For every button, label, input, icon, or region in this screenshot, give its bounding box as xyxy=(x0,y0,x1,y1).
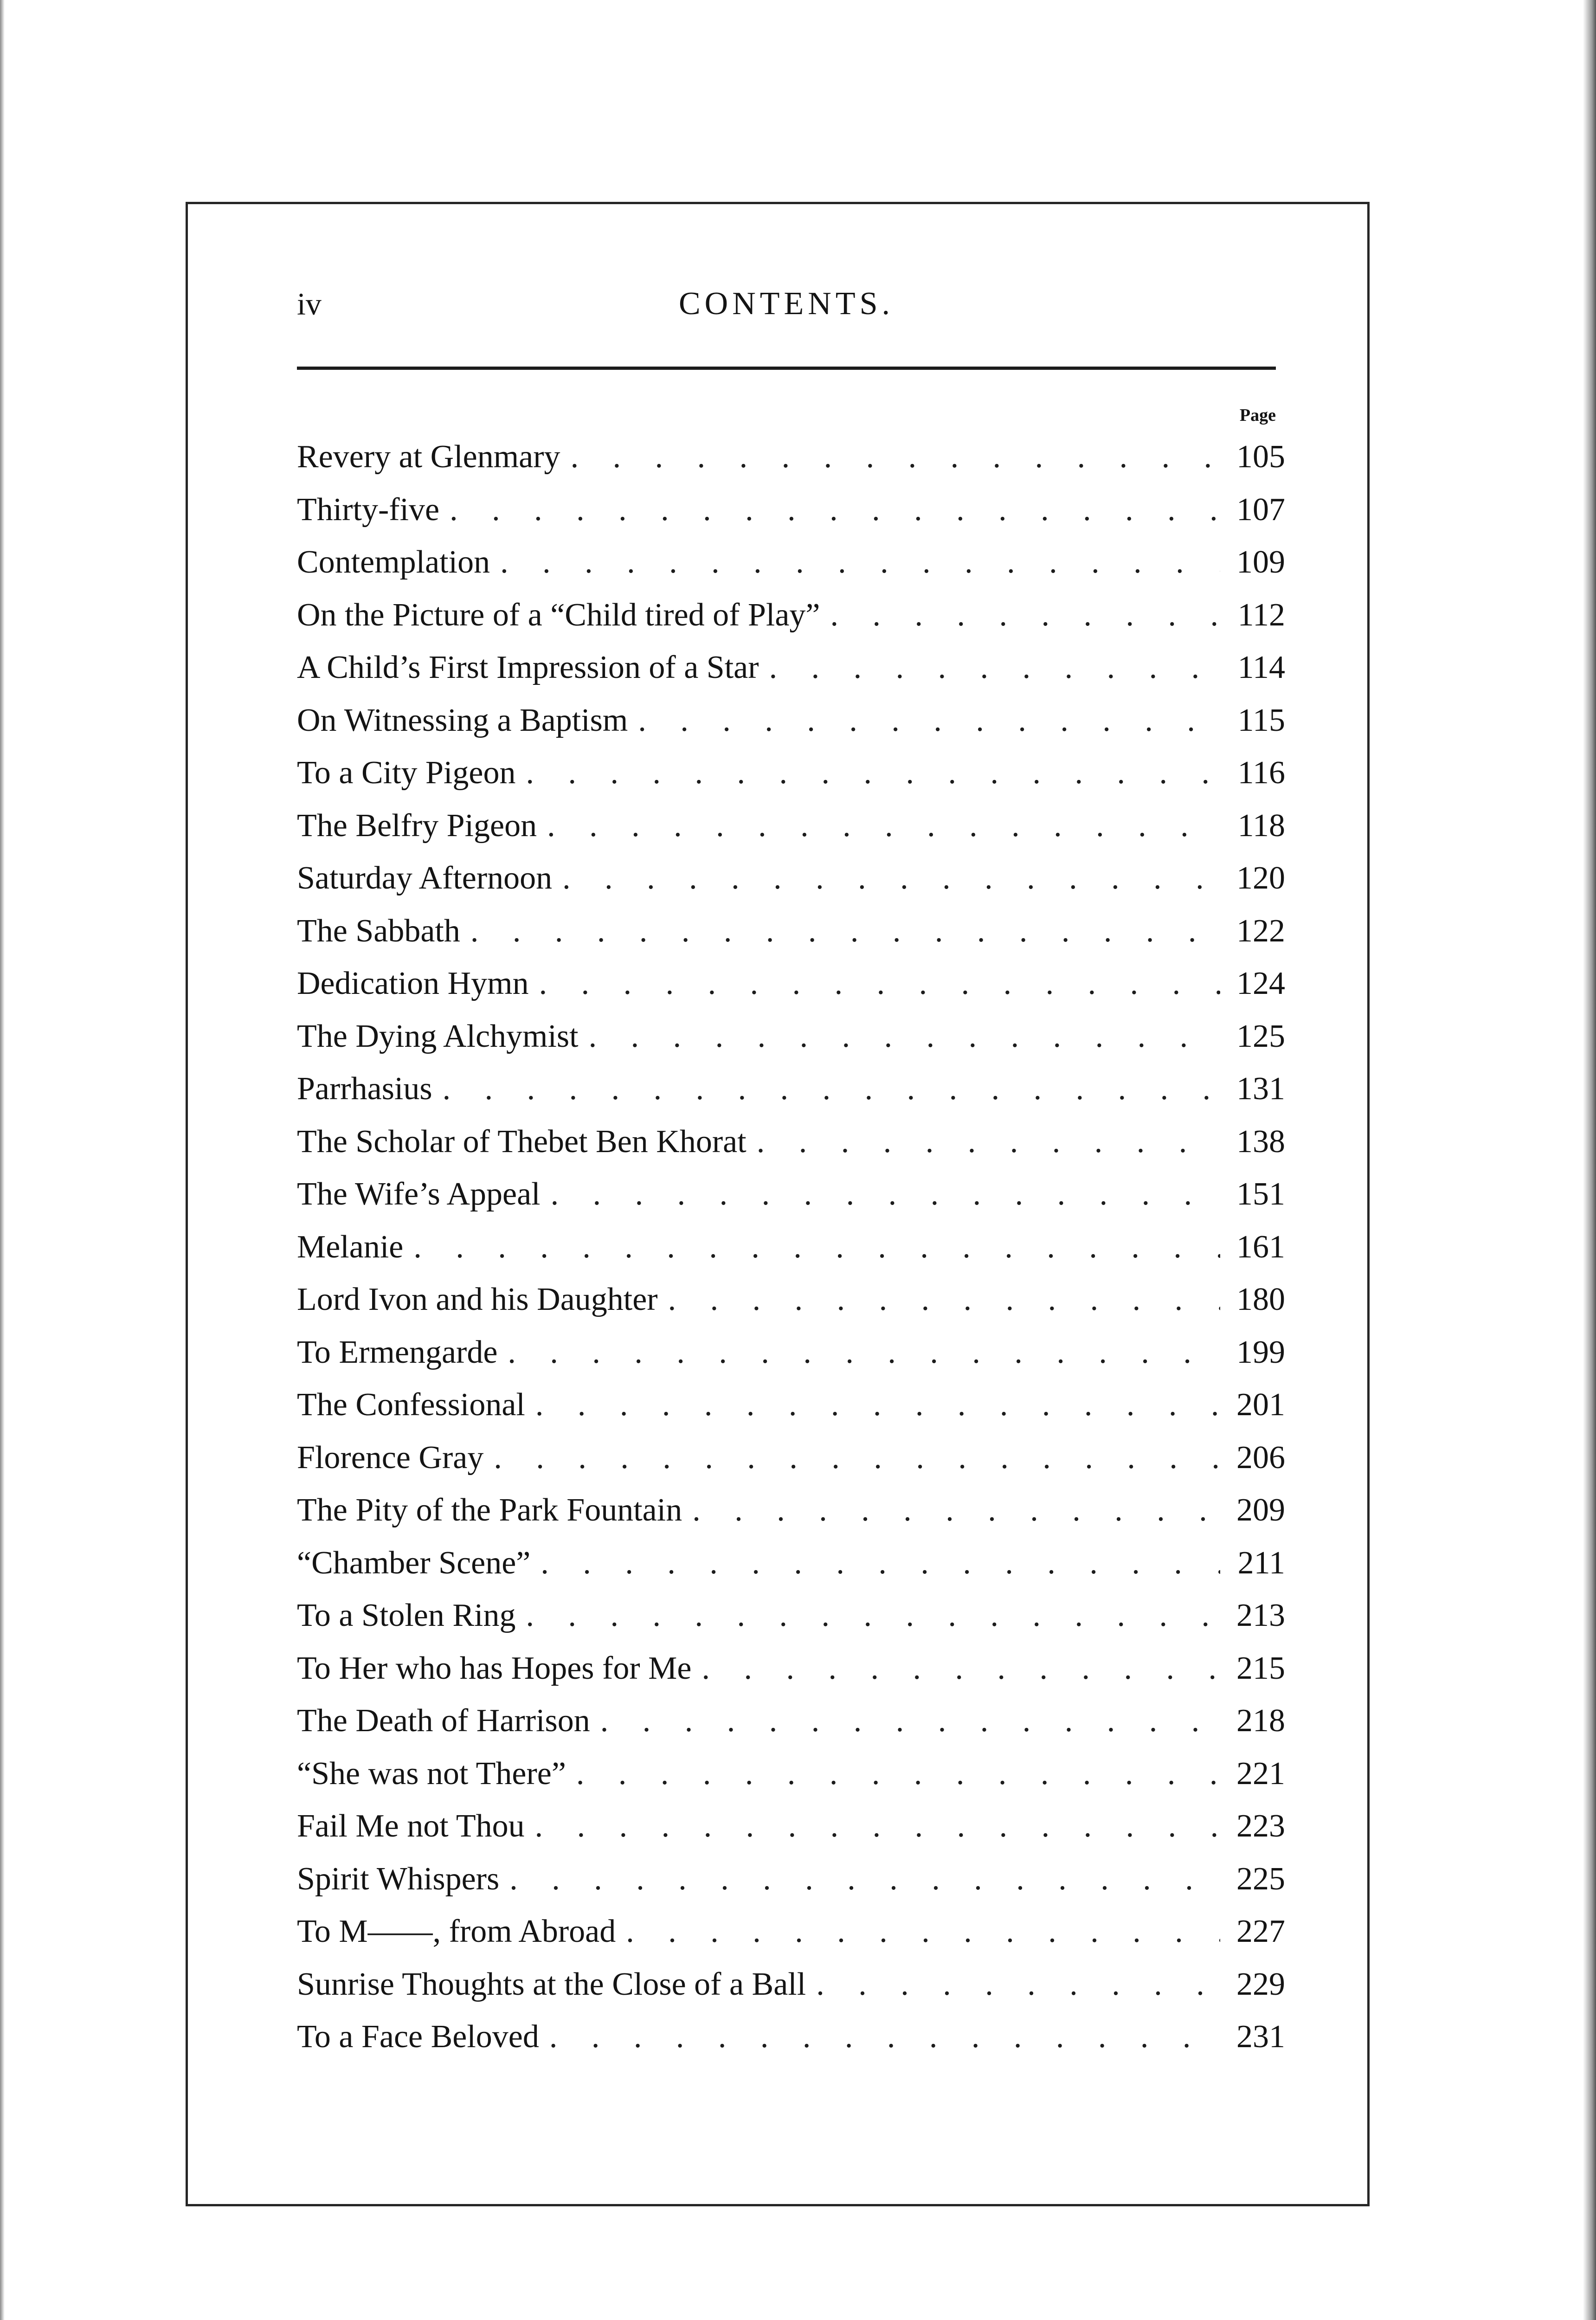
toc-entry-title: Florence Gray xyxy=(297,1439,484,1476)
toc-entry-title: On Witnessing a Baptism xyxy=(297,702,628,738)
header-rule xyxy=(297,367,1276,370)
toc-dot-leader xyxy=(529,957,1220,1010)
toc-dot-leader xyxy=(490,536,1220,589)
toc-dot-leader xyxy=(497,1326,1220,1379)
toc-entry-page-number: 120 xyxy=(1236,860,1285,896)
toc-entry-title: The Wife’s Appeal xyxy=(297,1176,541,1212)
toc-dot-leader xyxy=(460,905,1220,958)
toc-entry xyxy=(297,641,1285,694)
toc-entry xyxy=(297,905,1285,958)
toc-entry-title: Parrhasius xyxy=(297,1071,432,1107)
toc-dot-leader xyxy=(525,1800,1220,1853)
toc-entry-title: To a Stolen Ring xyxy=(297,1598,516,1633)
toc-entry-title: To Her who has Hopes for Me xyxy=(297,1650,692,1686)
toc-entry xyxy=(297,1537,1285,1590)
toc-entry xyxy=(297,1905,1285,1958)
toc-entry-page-number: 225 xyxy=(1236,1861,1285,1897)
toc-entry-page-number: 161 xyxy=(1236,1229,1285,1265)
toc-dot-leader xyxy=(658,1273,1220,1326)
toc-dot-leader xyxy=(616,1905,1220,1958)
toc-entry-page-number: 211 xyxy=(1237,1545,1285,1581)
toc-entry xyxy=(297,1063,1285,1115)
toc-dot-leader xyxy=(541,1168,1220,1221)
toc-entry-page-number: 227 xyxy=(1236,1914,1285,1949)
toc-entry-page-number: 118 xyxy=(1237,807,1285,844)
toc-dot-leader xyxy=(552,852,1220,905)
toc-entry xyxy=(297,1273,1285,1326)
toc-entry xyxy=(297,1589,1285,1642)
toc-entry-title: To a City Pigeon xyxy=(297,755,516,791)
toc-entry-page-number: 223 xyxy=(1236,1808,1285,1844)
toc-dot-leader xyxy=(439,483,1220,536)
toc-dot-leader xyxy=(759,641,1220,694)
toc-entry-title: Thirty-five xyxy=(297,491,440,528)
toc-dot-leader xyxy=(806,1958,1220,2011)
toc-entry xyxy=(297,852,1285,905)
toc-entry-page-number: 180 xyxy=(1236,1282,1285,1317)
toc-entry-page-number: 209 xyxy=(1236,1492,1285,1528)
toc-entry-title: The Death of Harrison xyxy=(297,1703,590,1739)
toc-entry-title: Dedication Hymn xyxy=(297,966,529,1001)
toc-entry-page-number: 213 xyxy=(1236,1598,1285,1633)
toc-entry xyxy=(297,799,1285,852)
toc-entry xyxy=(297,2011,1285,2063)
toc-entry-title: The Confessional xyxy=(297,1387,525,1423)
toc-entry-page-number: 125 xyxy=(1236,1018,1285,1054)
toc-entry-page-number: 112 xyxy=(1237,597,1285,633)
toc-entry-page-number: 221 xyxy=(1236,1755,1285,1792)
toc-entry xyxy=(297,1800,1285,1853)
toc-entry xyxy=(297,431,1285,483)
toc-entry xyxy=(297,1168,1285,1221)
toc-dot-leader xyxy=(628,694,1220,747)
toc-entry-title: The Sabbath xyxy=(297,913,460,949)
scan-right-edge xyxy=(1583,0,1596,2320)
toc-entry-title: The Dying Alchymist xyxy=(297,1018,579,1054)
toc-entry xyxy=(297,1642,1285,1695)
toc-entry-page-number: 218 xyxy=(1236,1703,1285,1739)
toc-entry xyxy=(297,1853,1285,1906)
toc-entry-title: Sunrise Thoughts at the Close of a Ball xyxy=(297,1966,806,2002)
toc-entry-title: Fail Me not Thou xyxy=(297,1808,525,1844)
toc-dot-leader xyxy=(530,1537,1220,1590)
toc-entry xyxy=(297,1958,1285,2011)
toc-entry-page-number: 107 xyxy=(1236,491,1285,528)
toc-entry xyxy=(297,1326,1285,1379)
toc-entry-page-number: 115 xyxy=(1237,702,1285,738)
toc-entry-title: To Ermengarde xyxy=(297,1334,498,1370)
toc-entry-page-number: 138 xyxy=(1236,1123,1285,1160)
table-of-contents xyxy=(297,431,1285,2063)
toc-entry-title: Lord Ivon and his Daughter xyxy=(297,1282,658,1317)
toc-entry-page-number: 206 xyxy=(1236,1439,1285,1476)
toc-entry xyxy=(297,589,1285,642)
toc-entry-title: “Chamber Scene” xyxy=(297,1545,531,1581)
toc-entry-title: The Scholar of Thebet Ben Khorat xyxy=(297,1123,747,1160)
toc-entry-title: “She was not There” xyxy=(297,1755,566,1792)
toc-entry xyxy=(297,1221,1285,1274)
toc-entry-title: To M——, from Abroad xyxy=(297,1914,616,1949)
toc-entry xyxy=(297,536,1285,589)
toc-dot-leader xyxy=(820,589,1221,642)
toc-entry-page-number: 215 xyxy=(1236,1650,1285,1686)
toc-entry xyxy=(297,1431,1285,1484)
toc-dot-leader xyxy=(566,1747,1220,1800)
toc-entry xyxy=(297,747,1285,799)
toc-dot-leader xyxy=(560,431,1220,483)
toc-entry-page-number: 231 xyxy=(1236,2019,1285,2055)
toc-entry xyxy=(297,694,1285,747)
toc-entry-title: Contemplation xyxy=(297,544,490,580)
toc-dot-leader xyxy=(515,1589,1220,1642)
toc-entry-title: Melanie xyxy=(297,1229,404,1265)
toc-entry xyxy=(297,1484,1285,1537)
toc-entry-page-number: 151 xyxy=(1236,1176,1285,1212)
toc-entry-page-number: 201 xyxy=(1236,1387,1285,1423)
toc-dot-leader xyxy=(515,747,1220,799)
toc-entry-page-number: 105 xyxy=(1236,439,1285,475)
toc-entry-title: The Pity of the Park Fountain xyxy=(297,1492,682,1528)
toc-dot-leader xyxy=(579,1010,1220,1063)
toc-entry-title: Revery at Glenmary xyxy=(297,439,560,475)
toc-entry xyxy=(297,1010,1285,1063)
toc-entry xyxy=(297,957,1285,1010)
toc-entry-page-number: 122 xyxy=(1236,913,1285,949)
toc-dot-leader xyxy=(691,1642,1220,1695)
toc-entry-page-number: 199 xyxy=(1236,1334,1285,1370)
toc-entry-page-number: 116 xyxy=(1237,755,1285,791)
toc-dot-leader xyxy=(590,1695,1220,1747)
toc-dot-leader xyxy=(537,799,1220,852)
toc-entry-title: A Child’s First Impression of a Star xyxy=(297,650,759,685)
toc-entry xyxy=(297,1695,1285,1747)
toc-dot-leader xyxy=(499,1853,1220,1906)
toc-entry xyxy=(297,1747,1285,1800)
toc-entry-page-number: 109 xyxy=(1236,544,1285,580)
toc-dot-leader xyxy=(539,2011,1220,2063)
running-head xyxy=(297,274,1276,334)
toc-entry-title: To a Face Beloved xyxy=(297,2019,539,2055)
toc-entry xyxy=(297,1379,1285,1431)
page-folio: iv xyxy=(297,286,322,322)
toc-entry-page-number: 114 xyxy=(1237,650,1285,685)
toc-entry-title: On the Picture of a “Child tired of Play” xyxy=(297,597,820,633)
toc-entry-page-number: 124 xyxy=(1236,966,1285,1001)
toc-dot-leader xyxy=(403,1221,1220,1274)
toc-dot-leader xyxy=(682,1484,1220,1537)
toc-entry-page-number: 131 xyxy=(1236,1071,1285,1107)
toc-entry-title: The Belfry Pigeon xyxy=(297,807,537,844)
toc-entry-page-number: 229 xyxy=(1236,1966,1285,2002)
toc-entry xyxy=(297,483,1285,536)
scan-left-edge xyxy=(0,0,5,2320)
toc-entry-title: Saturday Afternoon xyxy=(297,860,553,896)
page-column-label: Page xyxy=(1239,406,1276,425)
toc-dot-leader xyxy=(432,1063,1220,1115)
toc-entry xyxy=(297,1115,1285,1168)
toc-dot-leader xyxy=(525,1379,1220,1431)
toc-dot-leader xyxy=(483,1431,1220,1484)
page-title: CONTENTS. xyxy=(678,286,895,322)
toc-dot-leader xyxy=(747,1115,1220,1168)
toc-entry-title: Spirit Whispers xyxy=(297,1861,500,1897)
